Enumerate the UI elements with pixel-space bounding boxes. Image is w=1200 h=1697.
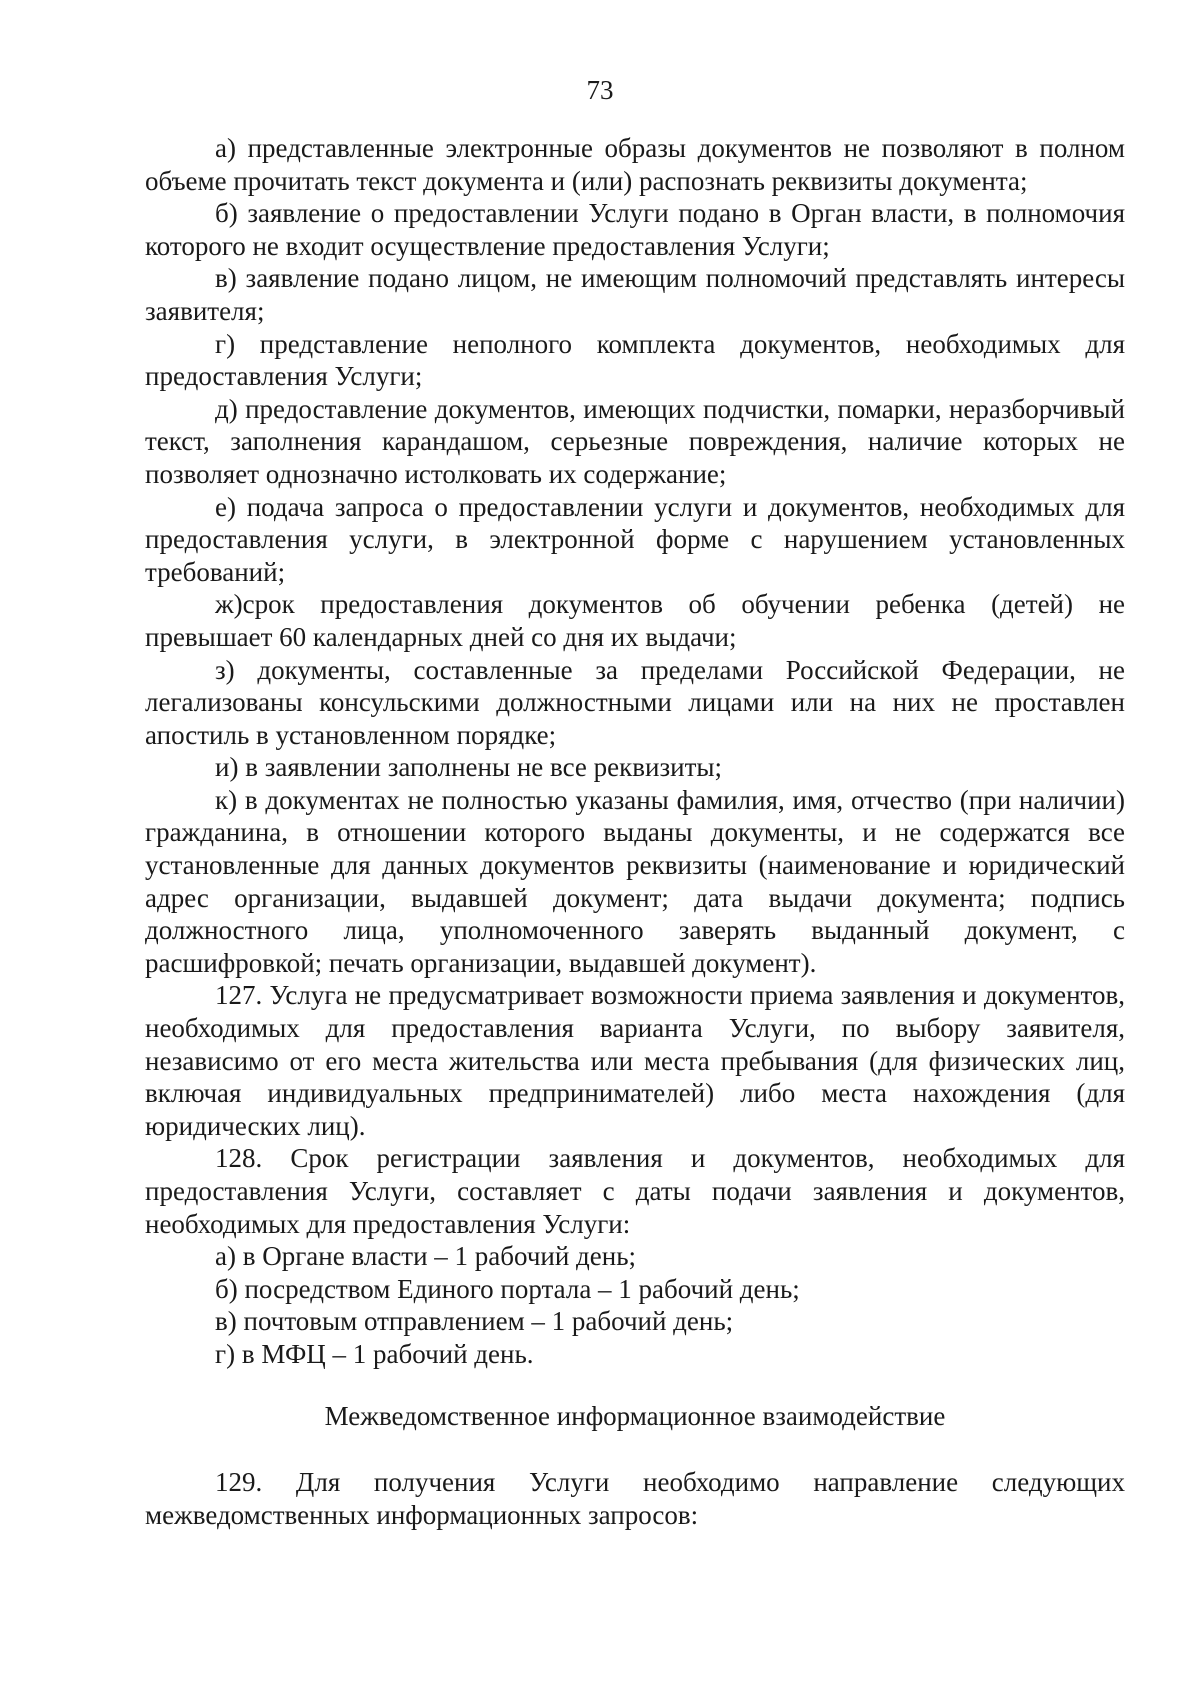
list-item-b: б) заявление о предоставлении Услуги подано в Орган власти, в полномочия которого не входит осуществление предоставления Услуги; <box>145 198 1125 261</box>
clause-128: 128. Срок регистрации заявления и документов, необходимых для предоставления Услуги, составляет с даты подачи заявления и документов, необходимых для предоставления Услуги: <box>145 1143 1125 1239</box>
list-item-k: к) в документах не полностью указаны фамилия, имя, отчество (при наличии) гражданина, в отношении которого выданы документы, и не содержатся все установленные для данных документов реквизиты (наименование и юридический адрес организации, выдавшей документ; дата выдачи документа; подпись должностного лица, уполномоченного заверять выданный документ, с расшифровкой; печать организации, выдавшей документ). <box>145 784 1125 978</box>
page-number: 73 <box>586 75 614 105</box>
clause-129: 129. Для получения Услуги необходимо направление следующих межведомственных информационных запросов: <box>145 1467 1125 1530</box>
list-item-d: д) предоставление документов, имеющих подчистки, помарки, неразборчивый текст, заполнения карандашом, серьезные повреждения, наличие которых не позволяет однозначно истолковать их содержание; <box>145 393 1125 489</box>
clause-128-item-v: в) почтовым отправлением – 1 рабочий день; <box>215 1306 734 1337</box>
clause-128-item-b: б) посредством Единого портала – 1 рабочий день; <box>215 1273 800 1304</box>
document-body <box>145 132 1125 1531</box>
list-item-a: а) представленные электронные образы документов не позволяют в полном объеме прочитать текст документа и (или) распознать реквизиты документа; <box>145 133 1125 196</box>
list-item-i: и) в заявлении заполнены не все реквизиты; <box>215 752 723 783</box>
list-item-e: е) подача запроса о предоставлении услуги и документов, необходимых для предоставления услуги, в электронной форме с нарушением установленных требований; <box>145 491 1125 587</box>
list-item-zh: ж)срок предоставления документов об обучении ребенка (детей) не превышает 60 календарных дней со дня их выдачи; <box>145 589 1125 652</box>
clause-128-item-g: г) в МФЦ – 1 рабочий день. <box>215 1338 534 1369</box>
section-heading: Межведомственное информационное взаимодействие <box>324 1400 946 1431</box>
list-item-v: в) заявление подано лицом, не имеющим полномочий представлять интересы заявителя; <box>145 263 1125 326</box>
clause-128-item-a: а) в Органе власти – 1 рабочий день; <box>215 1241 637 1272</box>
list-item-z: з) документы, составленные за пределами Российской Федерации, не легализованы консульскими должностными лицами или на них не проставлен апостиль в установленном порядке; <box>145 654 1125 750</box>
clause-127: 127. Услуга не предусматривает возможности приема заявления и документов, необходимых для предоставления варианта Услуги, по выбору заявителя, независимо от его места жительства или места пребывания (для физических лиц, включая индивидуальных предпринимателей) либо места нахождения (для юридических лиц). <box>145 980 1125 1141</box>
list-item-g: г) представление неполного комплекта документов, необходимых для предоставления Услуги; <box>145 328 1125 392</box>
